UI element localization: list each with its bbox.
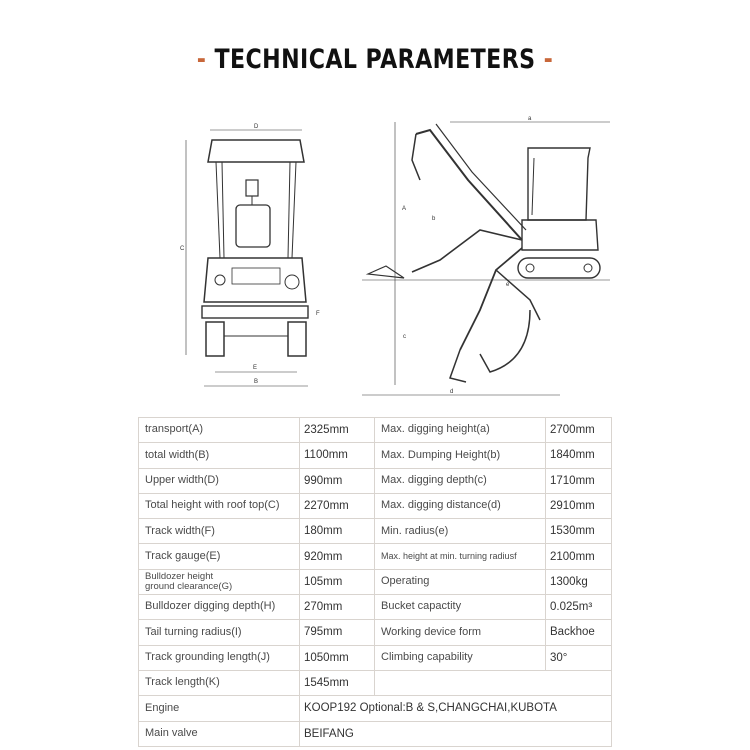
dim-label-b: b	[432, 216, 436, 222]
param-value: 2325mm	[300, 418, 375, 443]
param-value: 2270mm	[300, 493, 375, 518]
param-value: 270mm	[300, 595, 375, 620]
title-text: TECHNICAL PARAMETERS	[214, 44, 536, 75]
table-row	[139, 493, 612, 518]
table-row	[139, 645, 612, 670]
table-row	[139, 443, 612, 468]
table-row	[139, 569, 612, 594]
param-value: 2100mm	[546, 544, 612, 569]
param-name: Max. Dumping Height(b)	[375, 443, 546, 468]
dim-label-F: F	[316, 311, 320, 317]
param-value: 1300kg	[546, 569, 612, 594]
empty-cell	[375, 670, 612, 695]
dim-label-A: A	[402, 206, 407, 212]
table-row	[139, 544, 612, 569]
param-name: Operating	[375, 569, 546, 594]
param-name: Upper width(D)	[139, 468, 300, 493]
param-name: Track length(K)	[139, 670, 300, 695]
table-row	[139, 418, 612, 443]
dim-label-c: c	[403, 334, 406, 340]
param-name: Total height with roof top(C)	[139, 493, 300, 518]
param-name: Track grounding length(J)	[139, 645, 300, 670]
param-value: 1545mm	[300, 670, 375, 695]
param-name	[139, 569, 300, 594]
table-row	[139, 519, 612, 544]
table-row	[139, 696, 612, 721]
param-name: Track gauge(E)	[139, 544, 300, 569]
param-name: total width(B)	[139, 443, 300, 468]
dim-label-E: E	[253, 365, 258, 371]
param-name: Max. height at min. turning radiusf	[375, 544, 546, 569]
param-value: BEIFANG	[300, 721, 612, 746]
param-name: Track width(F)	[139, 519, 300, 544]
param-name: Bulldozer digging depth(H)	[139, 595, 300, 620]
spec-table	[138, 417, 612, 747]
param-name: Bucket capactity	[375, 595, 546, 620]
dim-label-B: B	[254, 379, 259, 385]
table-row	[139, 721, 612, 746]
param-value: 2700mm	[546, 418, 612, 443]
table-row	[139, 595, 612, 620]
param-value: 1050mm	[300, 645, 375, 670]
front-view-drawing	[180, 124, 320, 386]
param-value: 2910mm	[546, 493, 612, 518]
page-title	[68, 44, 683, 75]
table-row	[139, 620, 612, 645]
param-name: Max. digging height(a)	[375, 418, 546, 443]
dim-label-a: a	[528, 116, 532, 122]
param-value: 990mm	[300, 468, 375, 493]
param-value: 1530mm	[546, 519, 612, 544]
param-value: 1100mm	[300, 443, 375, 468]
param-value: 1710mm	[546, 468, 612, 493]
param-value: 180mm	[300, 519, 375, 544]
param-name: Main valve	[139, 721, 300, 746]
param-value: Backhoe	[546, 620, 612, 645]
param-value: 30°	[546, 645, 612, 670]
param-value: 105mm	[300, 569, 375, 594]
dim-label-e: e	[506, 282, 510, 288]
param-value: 0.025m³	[546, 595, 612, 620]
param-name: Tail turning radius(I)	[139, 620, 300, 645]
dim-label-D: D	[254, 124, 259, 130]
excavator-drawings	[150, 110, 620, 410]
param-name-line2: ground clearance(G)	[145, 580, 233, 592]
param-value: KOOP192 Optional:B & S,CHANGCHAI,KUBOTA	[300, 696, 612, 721]
param-name: Working device form	[375, 620, 546, 645]
title-dash-right: -	[543, 44, 554, 75]
param-value: 795mm	[300, 620, 375, 645]
dim-label-C: C	[180, 246, 185, 252]
param-value: 920mm	[300, 544, 375, 569]
dim-label-d: d	[450, 389, 454, 395]
title-dash-left: -	[196, 44, 207, 75]
param-name: Engine	[139, 696, 300, 721]
table-row	[139, 468, 612, 493]
table-row	[139, 670, 612, 695]
param-name: Max. digging depth(c)	[375, 468, 546, 493]
param-name: Min. radius(e)	[375, 519, 546, 544]
param-name-line1: Bulldozer height	[145, 570, 214, 582]
param-value: 1840mm	[546, 443, 612, 468]
param-name: Climbing capability	[375, 645, 546, 670]
side-view-drawing	[362, 116, 610, 395]
param-name: Max. digging distance(d)	[375, 493, 546, 518]
param-name: transport(A)	[139, 418, 300, 443]
